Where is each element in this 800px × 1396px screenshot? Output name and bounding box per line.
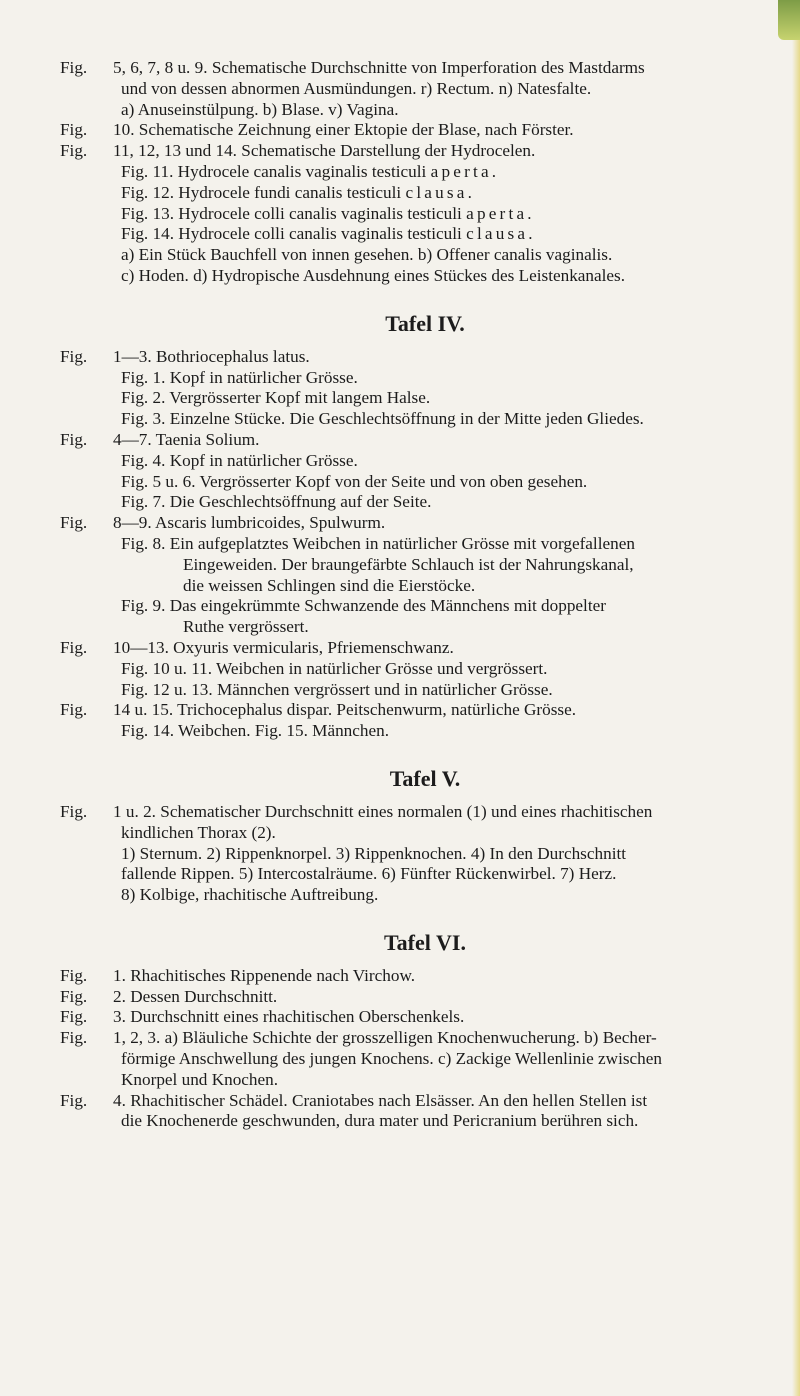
sub-caption xyxy=(121,680,790,701)
fig-label: Fig. xyxy=(60,58,88,77)
figure-entry xyxy=(60,1007,790,1028)
section-heading: Tafel V. xyxy=(389,765,461,791)
figure-caption: 8—9. Ascaris lumbricoides, Spulwurm. xyxy=(113,513,386,533)
sub-caption xyxy=(121,224,790,245)
sub-caption-text: Fig. 14. Hydrocele colli canalis vaginalis testiculi xyxy=(121,224,467,244)
sub-caption-text: Fig. 2. Vergrösserter Kopf mit langem Halse. xyxy=(121,388,431,408)
figure-caption: 1 u. 2. Schematischer Durchschnitt eines normalen (1) und eines rhachitischen xyxy=(113,801,653,821)
figure-caption: 1, 2, 3. a) Bläuliche Schichte der grosszelligen Knochenwucherung. b) Becher- xyxy=(113,1028,657,1048)
sub-caption-text: Eingeweiden. Der braungefärbte Schlauch ist der Nahrungskanal, xyxy=(183,554,634,574)
figure-entry xyxy=(60,1028,790,1049)
sub-caption xyxy=(121,204,790,225)
fig-label: Fig. xyxy=(60,1007,88,1027)
caption-continuation: a) Anuseinstülpung. b) Blase. v) Vagina. xyxy=(121,99,399,119)
caption-continuation: Knorpel und Knochen. xyxy=(121,1069,279,1089)
sub-caption xyxy=(121,472,790,493)
fig-label: Fig. xyxy=(60,1090,88,1110)
sub-caption-text: c) Hoden. d) Hydropische Ausdehnung eines Stückes des Leistenkanales. xyxy=(121,265,626,285)
figure-entry xyxy=(60,430,790,451)
sub-caption-text: Fig. 14. Weibchen. Fig. 15. Männchen. xyxy=(121,721,390,741)
spaced-emphasis: clausa. xyxy=(466,224,536,244)
page-edge-shadow xyxy=(792,40,800,1396)
sub-caption xyxy=(121,183,790,204)
sub-caption-text: Fig. 4. Kopf in natürlicher Grösse. xyxy=(121,450,358,470)
sub-caption-continuation xyxy=(183,576,790,597)
sub-caption xyxy=(121,266,790,287)
sub-caption xyxy=(121,409,790,430)
document-page xyxy=(60,58,790,1132)
sub-caption xyxy=(121,245,790,266)
fig-label: Fig. xyxy=(60,986,88,1006)
fig-label: Fig. xyxy=(60,1028,88,1048)
sub-caption xyxy=(121,162,790,183)
figure-entry xyxy=(60,347,790,368)
figure-caption: 4. Rhachitischer Schädel. Craniotabes nach Elsässer. An den hellen Stellen ist xyxy=(113,1090,648,1110)
caption-continuation: fallende Rippen. 5) Intercostalräume. 6) Fünfter Rückenwirbel. 7) Herz. xyxy=(121,864,617,884)
sub-caption xyxy=(121,721,790,742)
section-heading: Tafel IV. xyxy=(385,310,465,336)
figure-entry xyxy=(60,966,790,987)
sub-caption-text: Fig. 5 u. 6. Vergrösserter Kopf von der Seite und von oben gesehen. xyxy=(121,471,588,491)
spaced-emphasis: clausa. xyxy=(405,182,476,202)
figure-entry xyxy=(60,987,790,1008)
caption-continuation: 8) Kolbige, rhachitische Auftreibung. xyxy=(121,885,379,905)
sub-caption-text: Fig. 10 u. 11. Weibchen in natürlicher Grösse und vergrössert. xyxy=(121,658,548,678)
figure-caption: 4—7. Taenia Solium. xyxy=(113,429,260,449)
sub-caption-text: Fig. 7. Die Geschlechtsöffnung auf der Seite. xyxy=(121,492,432,512)
page-corner-tab xyxy=(778,0,800,40)
sub-caption-continuation xyxy=(183,555,790,576)
caption-continuation: förmige Anschwellung des jungen Knochens. c) Zackige Wellenlinie zwischen xyxy=(121,1049,662,1069)
figure-caption: 2. Dessen Durchschnitt. xyxy=(113,986,278,1006)
caption-continuation: 1) Sternum. 2) Rippenknorpel. 3) Rippenknochen. 4) In den Durchschnitt xyxy=(121,843,627,863)
sub-caption-text: Fig. 3. Einzelne Stücke. Die Geschlechtsöffnung in der Mitte jeden Gliedes. xyxy=(121,409,644,429)
sub-caption-text: Fig. 8. Ein aufgeplatztes Weibchen in natürlicher Grösse mit vorgefallenen xyxy=(121,533,635,553)
figure-entry xyxy=(60,700,790,721)
sub-caption-text: a) Ein Stück Bauchfell von innen gesehen. b) Offener canalis vaginalis. xyxy=(121,245,613,265)
figure-caption: 1—3. Bothriocephalus latus. xyxy=(113,346,310,366)
fig-label: Fig. xyxy=(60,801,88,821)
spaced-emphasis: aperta. xyxy=(466,203,535,223)
sub-caption xyxy=(121,451,790,472)
fig-label: Fig. xyxy=(60,141,88,161)
sub-caption-text: Fig. 12. Hydrocele fundi canalis testiculi xyxy=(121,182,406,202)
figure-caption: 3. Durchschnitt eines rhachitischen Oberschenkels. xyxy=(113,1007,465,1027)
sub-caption xyxy=(121,534,790,555)
sub-caption xyxy=(121,388,790,409)
sub-caption-text: Fig. 1. Kopf in natürlicher Grösse. xyxy=(121,367,358,387)
fig-label: Fig. xyxy=(60,346,88,366)
caption-continuation: die Knochenerde geschwunden, dura mater und Pericranium berühren sich. xyxy=(121,1111,639,1131)
sub-caption-text: Fig. 13. Hydrocele colli canalis vaginalis testiculi xyxy=(121,203,467,223)
figure-entry xyxy=(60,58,790,79)
sub-caption xyxy=(121,368,790,389)
sub-caption xyxy=(121,596,790,617)
figure-entry xyxy=(60,1091,790,1112)
fig-label: Fig. xyxy=(60,120,88,140)
fig-label: Fig. xyxy=(60,513,88,533)
figure-entry xyxy=(60,802,790,823)
figure-caption: 14 u. 15. Trichocephalus dispar. Peitschenwurm, natürliche Grösse. xyxy=(113,700,577,720)
figure-entry xyxy=(60,513,790,534)
sub-caption xyxy=(121,659,790,680)
figure-caption: 5, 6, 7, 8 u. 9. Schematische Durchschnitte von Imperforation des Mastdarms xyxy=(113,58,645,77)
section-heading: Tafel VI. xyxy=(384,929,466,955)
sub-caption xyxy=(121,492,790,513)
fig-label: Fig. xyxy=(60,637,88,657)
sub-caption-text: Fig. 12 u. 13. Männchen vergrössert und in natürlicher Grösse. xyxy=(121,679,553,699)
sub-caption-text: Ruthe vergrössert. xyxy=(183,617,309,637)
figure-caption: 11, 12, 13 und 14. Schematische Darstellung der Hydrocelen. xyxy=(113,141,536,161)
sub-caption-text: die weissen Schlingen sind die Eierstöcke. xyxy=(183,575,476,595)
figure-caption: 10—13. Oxyuris vermicularis, Pfriemenschwanz. xyxy=(113,637,454,657)
figure-caption: 1. Rhachitisches Rippenende nach Virchow. xyxy=(113,965,416,985)
spaced-emphasis: aperta. xyxy=(430,161,500,181)
sub-caption-text: Fig. 9. Das eingekrümmte Schwanzende des Männchens mit doppelter xyxy=(121,596,606,616)
figure-entry xyxy=(60,141,790,162)
fig-label: Fig. xyxy=(60,700,88,720)
caption-continuation: kindlichen Thorax (2). xyxy=(121,822,276,842)
sub-caption-continuation xyxy=(183,617,790,638)
fig-label: Fig. xyxy=(60,965,88,985)
sub-caption-text: Fig. 11. Hydrocele canalis vaginalis testiculi xyxy=(121,161,431,181)
figure-entry xyxy=(60,120,790,141)
figure-caption: 10. Schematische Zeichnung einer Ektopie der Blase, nach Förster. xyxy=(113,120,574,140)
figure-entry xyxy=(60,638,790,659)
fig-label: Fig. xyxy=(60,429,88,449)
caption-continuation: und von dessen abnormen Ausmündungen. r) Rectum. n) Natesfalte. xyxy=(121,78,592,98)
